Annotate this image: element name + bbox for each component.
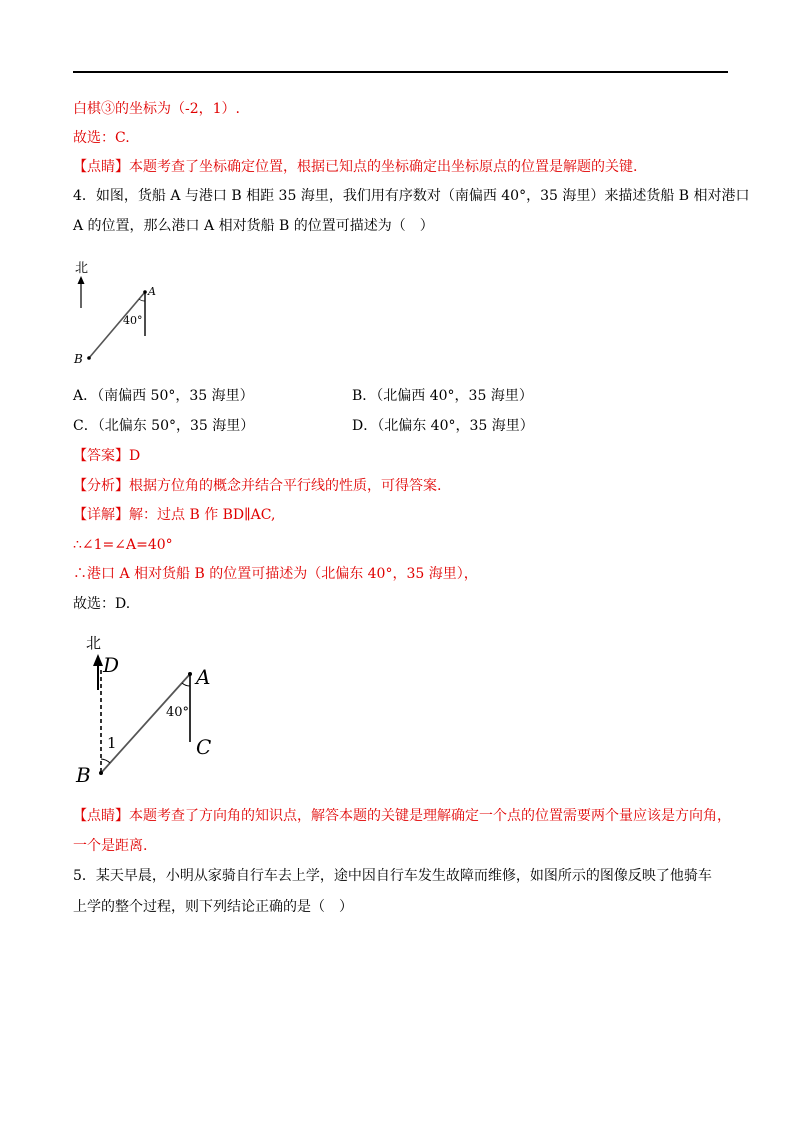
angle-arc-a: [182, 683, 190, 686]
label-c: C: [196, 735, 212, 759]
detail-line: ∴∠1=∠A=40°: [73, 537, 173, 553]
north-arrowhead: [78, 276, 85, 284]
header-rule: [73, 71, 728, 73]
note-line: 【点睛】本题考查了方向角的知识点，解答本题的关键是理解确定一个点的位置需要两个量应该是方向角，: [73, 808, 731, 824]
point-a: [188, 672, 192, 676]
answer-line: 【答案】D: [73, 448, 141, 464]
angle-label: 40°: [166, 705, 190, 720]
angle-1-label: 1: [107, 734, 117, 752]
question-4-text: A 的位置，那么港口 A 相对货船 B 的位置可描述为（ ）: [73, 218, 434, 234]
text-line: 故选：C.: [73, 130, 130, 146]
angle-arc: [139, 299, 145, 301]
option-b: B．（北偏西 40°，35 海里）: [352, 388, 533, 404]
angle-arc-1: [101, 759, 110, 763]
option-c: C．（北偏东 50°，35 海里）: [73, 418, 255, 434]
label-d: D: [103, 653, 120, 677]
detail-line: 【详解】解：过点 B 作 BD∥AC,: [73, 507, 276, 523]
north-label: 北: [75, 261, 89, 276]
option-a: A．（南偏西 50°，35 海里）: [73, 388, 254, 404]
label-a: A: [196, 665, 211, 689]
point-a: [143, 290, 147, 294]
angle-label: 40°: [123, 314, 143, 327]
analysis-line: 【分析】根据方位角的概念并结合平行线的性质，可得答案.: [73, 478, 442, 494]
detail-line: 故选：D.: [73, 596, 131, 612]
north-label: 北: [86, 634, 102, 652]
figure-1-bearing-diagram: [66, 256, 186, 366]
note-line: 一个是距离.: [73, 838, 148, 854]
figure-2-solution-diagram: [70, 630, 240, 790]
detail-line: ∴港口 A 相对货船 B 的位置可描述为（北偏东 40°，35 海里），: [73, 566, 478, 582]
text-line: 白棋③的坐标为（-2，1）.: [73, 101, 240, 117]
question-4-text: 4．如图，货船 A 与港口 B 相距 35 海里，我们用有序数对（南偏西 40°，35 海里）来描述货船 B 相对港口: [73, 188, 750, 204]
label-b: B: [76, 763, 91, 787]
question-5-text: 上学的整个过程，则下列结论正确的是（ ）: [73, 899, 353, 915]
text-line: 【点睛】本题考查了坐标确定位置，根据已知点的坐标确定出坐标原点的位置是解题的关键.: [73, 159, 638, 175]
point-b: [87, 356, 91, 360]
segment-ab: [101, 674, 190, 773]
point-b: [99, 771, 103, 775]
option-d: D．（北偏东 40°，35 海里）: [352, 418, 534, 434]
question-5-text: 5．某天早晨，小明从家骑自行车去上学，途中因自行车发生故障而维修，如图所示的图像反映了他骑车: [73, 868, 712, 884]
label-a: A: [148, 285, 156, 298]
label-b: B: [74, 352, 83, 366]
